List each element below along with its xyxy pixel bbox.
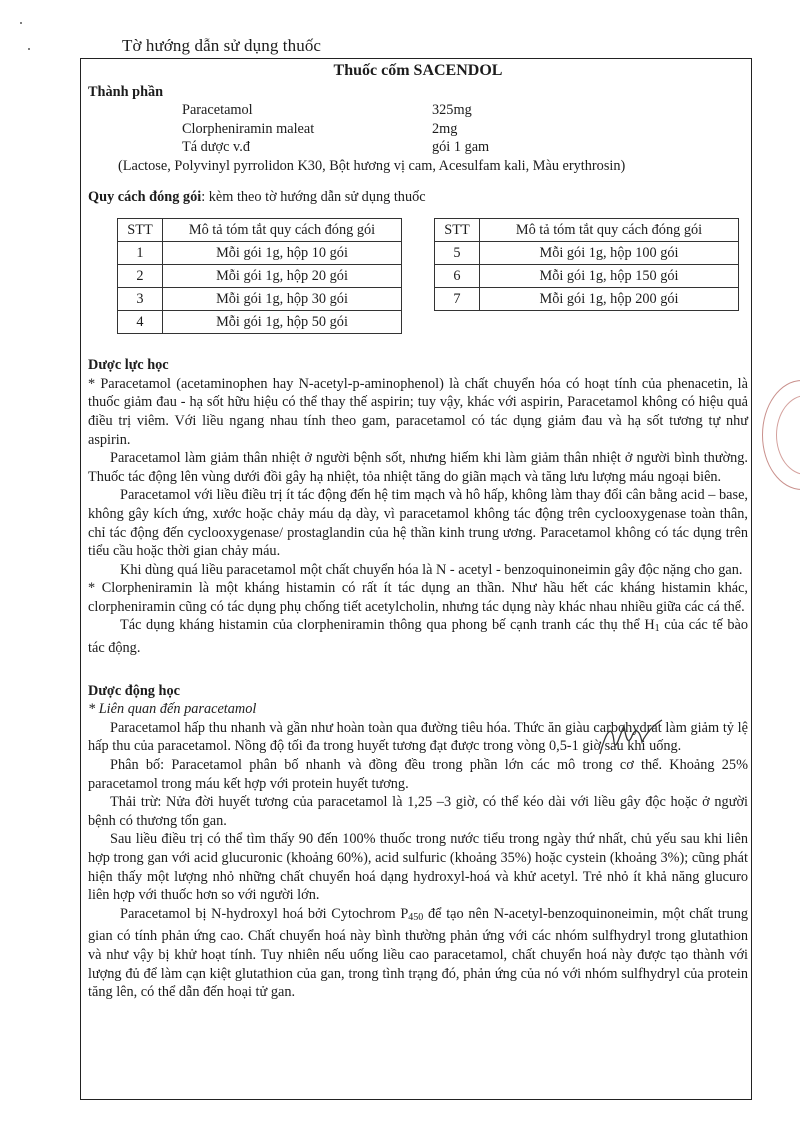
table-header-row <box>118 219 402 242</box>
cell-desc: Mỗi gói 1g, hộp 200 gói <box>480 288 739 311</box>
pharmacodynamics-paragraph <box>88 616 748 657</box>
packaging-line <box>88 188 748 207</box>
col-desc: Mô tả tóm tắt quy cách đóng gói <box>480 219 739 242</box>
cell-desc: Mỗi gói 1g, hộp 30 gói <box>163 288 402 311</box>
ingredient-name: Tá dược v.đ <box>182 139 250 156</box>
pharmacokinetics-paragraph: Sau liều điều trị có thể tìm thấy 90 đến 100% thuốc trong nước tiểu trong ngày thứ nhất, chủ yếu sau khi liên hợp trong gan với acid glucuronic (khoảng 60%), acid sulfuric (khoảng 35%) hoặc cystein (khoảng 3%); cũng phát hiện thấy một lượng nhỏ những chất chuyển hoá dạng hydroxyl-hoá và khử acetyl. Trẻ nhỏ ít khả năng glucuro liên hợp với thuốc hơn so với người lớn. <box>88 831 748 904</box>
excipients-list: (Lactose, Polyvinyl pyrrolidon K30, Bột hương vị cam, Acesulfam kali, Màu erythrosin) <box>118 157 626 174</box>
text-run: để tạo nên N-acetyl-benzoquinoneimin, một chất trung gian có tính phản ứng cao. Chất chuyển hoá này bình thường phản ứng với các nhóm sulfhydryl trong glutathion và như vậy bị khử hoạt tính. Tuy nhiên nếu uống liều cao paracetamol, chất chuyển hoá này được tạo thành với lượng đủ để làm cạn kiệt glutathion của gan, trong tình trạng đó, phản ứng của nó với nhóm sulfhydryl của protein tăng lên, có thể dẫn đến hoại tử gan. <box>88 905 748 1001</box>
ingredient-amount: 325mg <box>432 102 472 119</box>
cell-desc: Mỗi gói 1g, hộp 150 gói <box>480 265 739 288</box>
pharmacokinetics-heading: Dược động học <box>88 682 180 699</box>
pharmacodynamics-paragraph: Khi dùng quá liều paracetamol một chất chuyển hóa là N - acetyl - benzoquinoneimin gây độc nặng cho gan. <box>120 561 743 578</box>
cell-stt: 5 <box>435 242 480 265</box>
scan-speck <box>20 22 22 24</box>
cell-stt: 2 <box>118 265 163 288</box>
packaging-text: : kèm theo tờ hướng dẫn sử dụng thuốc <box>201 188 426 205</box>
pharmacodynamics-paragraph: * Clorpheniramin là một kháng histamin có rất ít tác dụng an thần. Như hầu hết các kháng histamin khác, clorpheniramin cũng có tác dụng phụ chống tiết acetylcholin, nhưng tác dụng này khác nhau nhiều giữa các cá thể. <box>88 580 748 615</box>
subscript: 450 <box>408 911 424 923</box>
table-row <box>435 242 739 265</box>
ingredient-name: Paracetamol <box>182 102 253 119</box>
subscript: 1 <box>654 623 660 635</box>
table-row <box>118 288 402 311</box>
col-stt: STT <box>118 219 163 242</box>
table-row <box>118 242 402 265</box>
cell-desc: Mỗi gói 1g, hộp 50 gói <box>163 311 402 334</box>
packaging-table-left <box>117 218 402 334</box>
cell-desc: Mỗi gói 1g, hộp 20 gói <box>163 265 402 288</box>
packaging-table-right <box>434 218 739 311</box>
cell-stt: 7 <box>435 288 480 311</box>
product-title: Thuốc cốm SACENDOL <box>333 62 503 79</box>
packaging-tables <box>88 218 748 334</box>
cell-desc: Mỗi gói 1g, hộp 100 gói <box>480 242 739 265</box>
pharmacodynamics-paragraph: * Paracetamol (acetaminophen hay N-acetyl-p-aminophenol) là chất chuyển hóa có hoạt tính của phenacetin, là thuốc giảm đau - hạ sốt hữu hiệu có thể thay thế aspirin; tuy vậy, khác với aspirin, Paracetamol không có hiệu quả điều trị viêm. Với liều ngang nhau tính theo gam, paracetamol có tác dụng giảm đau và hạ sốt tương tự như aspirin. <box>88 375 748 448</box>
document-body <box>88 62 748 1002</box>
pharmacodynamics-paragraph: Paracetamol làm giảm thân nhiệt ở người bệnh sốt, nhưng hiếm khi làm giảm thân nhiệt ở người bình thường. Thuốc tác động lên vùng dưới đồi gây hạ nhiệt, tỏa nhiệt tăng do giãn mạch và tăng lưu lượng máu ngoại biên. <box>88 450 748 485</box>
pharmacokinetics-paragraph: Paracetamol hấp thu nhanh và gần như hoàn toàn qua đường tiêu hóa. Thức ăn giàu carbohydrat làm giảm tỷ lệ hấp thu của paracetamol. Nồng độ tối đa trong huyết tương đạt được trong vòng 0,5-1 giờ sau khi uống. <box>88 719 748 755</box>
text-run: Tác dụng kháng histamin của clorpheniramin thông qua phong bế cạnh tranh các thụ thể H <box>120 617 655 634</box>
ingredient-amount: 2mg <box>432 120 458 137</box>
table-row <box>435 265 739 288</box>
ingredient-row <box>88 101 748 120</box>
cell-stt: 1 <box>118 242 163 265</box>
table-row <box>435 288 739 311</box>
cell-stt: 3 <box>118 288 163 311</box>
document-header: Tờ hướng dẫn sử dụng thuốc <box>122 36 322 55</box>
cell-stt: 6 <box>435 265 480 288</box>
table-row <box>118 311 402 334</box>
col-stt: STT <box>435 219 480 242</box>
text-run: Paracetamol bị N-hydroxyl hoá bởi Cytochrom P <box>120 905 409 922</box>
ingredient-name: Clorpheniramin maleat <box>182 120 315 137</box>
scan-speck <box>28 48 30 50</box>
ingredient-row <box>88 120 748 139</box>
col-desc: Mô tả tóm tắt quy cách đóng gói <box>163 219 402 242</box>
packaging-heading: Quy cách đóng gói <box>88 188 202 205</box>
pharmacodynamics-heading: Dược lực học <box>88 357 169 374</box>
table-row <box>118 265 402 288</box>
pharmacokinetics-paragraph: Thải trừ: Nửa đời huyết tương của paracetamol là 1,25 –3 giờ, có thể kéo dài với liều gây độc hoặc ở người bệnh có thương tổn gan. <box>88 794 748 829</box>
ingredient-amount: gói 1 gam <box>432 139 490 156</box>
signature-mark <box>596 712 686 762</box>
pharmacokinetics-subheading: * Liên quan đến paracetamol <box>88 701 257 718</box>
pharmacodynamics-paragraph: Paracetamol với liều điều trị ít tác động đến hệ tim mạch và hô hấp, không làm thay đổi cân bằng acid – base, không gây kích ứng, xước hoặc chảy máu dạ dày, vì paracetamol không tác động trên cyclooxygenase toàn thân, chỉ tác động đến cyclooxygenase/ prostaglandin của hệ thần kinh trung ương. Paracetamol không có tác dụng trên tiểu cầu hoặc thời gian chảy máu. <box>88 487 748 560</box>
text-run: của các tế bào tác động. <box>88 617 748 657</box>
cell-desc: Mỗi gói 1g, hộp 10 gói <box>163 242 402 265</box>
ingredient-row <box>88 138 748 157</box>
pharmacokinetics-paragraph: Phân bố: Paracetamol phân bố nhanh và đồng đều trong phần lớn các mô trong cơ thể. Khoảng 25% paracetamol trong máu kết hợp với protein huyết tương. <box>88 757 748 792</box>
composition-heading: Thành phần <box>88 83 164 100</box>
table-header-row <box>435 219 739 242</box>
pharmacokinetics-paragraph <box>88 905 748 1002</box>
cell-stt: 4 <box>118 311 163 334</box>
